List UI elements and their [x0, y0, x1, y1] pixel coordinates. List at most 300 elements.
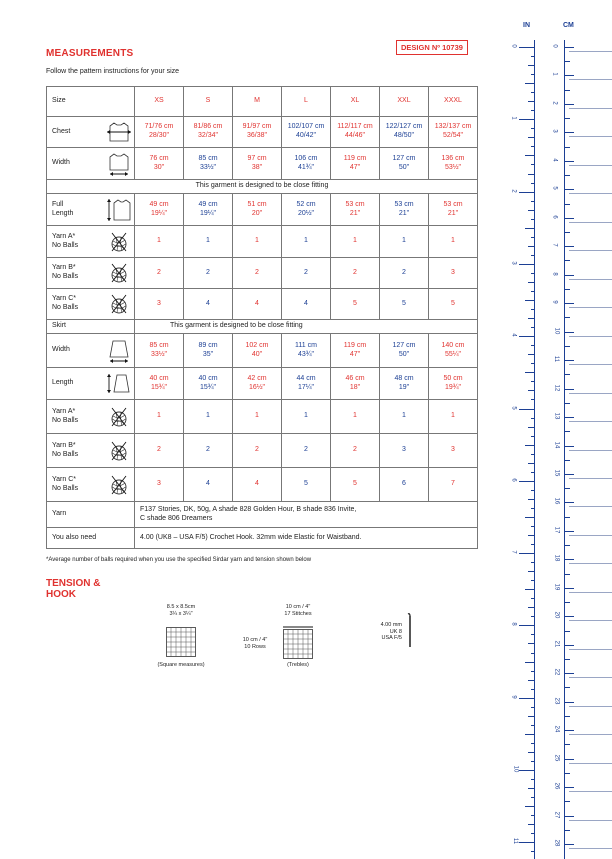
- hook-sizes: 4.00 mm UK 8 USA F/5: [380, 622, 402, 642]
- cm-major-tick: [564, 531, 574, 532]
- yarn-row-label: Yarn: [47, 502, 135, 528]
- size-label: Size: [47, 87, 105, 117]
- inch-minor-tick: [528, 390, 534, 391]
- ruled-guide-line: [569, 450, 612, 451]
- inch-number: 6: [510, 478, 517, 482]
- ball-count: 3: [380, 434, 429, 468]
- inch-minor-tick: [531, 255, 534, 256]
- ball-count: 5: [380, 289, 429, 320]
- ball-count: 5: [429, 289, 478, 320]
- cm-major-tick: [564, 474, 574, 475]
- cm-number: 5: [551, 186, 558, 190]
- chest-cell: 102/107 cm 40/42": [282, 117, 331, 148]
- rows-measure: 10 cm / 4" 10 Rows: [242, 637, 268, 650]
- cm-number: 17: [553, 526, 560, 534]
- yarn-label: Yarn B* No Balls: [47, 258, 105, 289]
- ball-count: 2: [233, 434, 282, 468]
- measuring-ruler: [497, 0, 612, 859]
- yarn-ball-icon: [105, 400, 135, 434]
- ruled-guide-line: [569, 136, 612, 137]
- inch-minor-tick: [531, 309, 534, 310]
- skirt-length-cell: 40 cm 15¾": [135, 368, 184, 400]
- inch-minor-tick: [525, 300, 534, 301]
- ball-count: 3: [135, 289, 184, 320]
- stitch-grid-icon: [282, 625, 314, 659]
- inch-minor-tick: [531, 454, 534, 455]
- cm-number: 9: [551, 300, 558, 304]
- inch-minor-tick: [531, 671, 534, 672]
- ruled-guide-line: [569, 592, 612, 593]
- square-caption: (Square measures): [157, 662, 205, 668]
- inch-minor-tick: [528, 318, 534, 319]
- inch-major-tick: [519, 409, 534, 410]
- cm-half-tick: [564, 232, 570, 233]
- stitches-measure: 10 cm / 4" 17 Stitches: [284, 604, 312, 617]
- inch-number: 10: [512, 765, 519, 773]
- inch-number: 0: [510, 44, 517, 48]
- cm-number: 27: [553, 811, 560, 818]
- full-length-cell: 49 cm 19¼": [184, 194, 233, 226]
- inch-minor-tick: [531, 110, 534, 111]
- inch-minor-tick: [528, 535, 534, 536]
- skirt-length-cell: 50 cm 19¾": [429, 368, 478, 400]
- skirt-width-cell: 119 cm 47": [331, 334, 380, 368]
- chest-cell: 112/117 cm 44/46": [331, 117, 380, 148]
- inch-minor-tick: [531, 616, 534, 617]
- width-cell: 136 cm 53½": [429, 148, 478, 180]
- inch-minor-tick: [525, 155, 534, 156]
- inch-minor-tick: [531, 833, 534, 834]
- ruled-guide-line: [569, 791, 612, 792]
- inch-minor-tick: [528, 643, 534, 644]
- full-length-label: Full Length: [47, 194, 105, 226]
- inch-minor-tick: [525, 662, 534, 663]
- measurements-table: [46, 86, 478, 549]
- ruled-guide-line: [569, 79, 612, 80]
- width-cell: 127 cm 50": [380, 148, 429, 180]
- inch-minor-tick: [531, 851, 534, 852]
- inch-major-tick: [519, 842, 534, 843]
- cm-number: 28: [553, 839, 560, 847]
- inch-number: 9: [510, 695, 517, 699]
- inch-minor-tick: [531, 92, 534, 93]
- cm-number: 19: [553, 583, 560, 591]
- yarn-ball-icon: [105, 258, 135, 289]
- ball-count: 7: [429, 468, 478, 502]
- cm-half-tick: [564, 517, 570, 518]
- size-l: L: [282, 87, 331, 117]
- ball-count: 4: [184, 289, 233, 320]
- cm-half-tick: [564, 801, 570, 802]
- width-garment-icon: [105, 148, 135, 180]
- inch-minor-tick: [528, 680, 534, 681]
- cm-major-tick: [564, 759, 574, 760]
- full-length-cell: 53 cm 21": [331, 194, 380, 226]
- ruled-guide-line: [569, 250, 612, 251]
- width-label: Width: [47, 148, 105, 180]
- cm-number: 1: [551, 72, 558, 77]
- ball-count: 4: [282, 289, 331, 320]
- cm-number: 0: [551, 44, 558, 48]
- close-fitting-note: This garment is designed to be close fitting: [47, 180, 478, 194]
- stitch-caption: (Trebles): [287, 662, 309, 668]
- ball-count: 1: [233, 400, 282, 434]
- ruled-guide-line: [569, 364, 612, 365]
- inch-minor-tick: [531, 761, 534, 762]
- ball-count: 1: [282, 400, 331, 434]
- inch-minor-tick: [531, 183, 534, 184]
- ruled-guide-line: [569, 563, 612, 564]
- full-length-row: [47, 194, 478, 226]
- inch-minor-tick: [525, 83, 534, 84]
- ruled-guide-line: [569, 279, 612, 280]
- inch-minor-tick: [531, 418, 534, 419]
- inch-minor-tick: [525, 517, 534, 518]
- cm-half-tick: [564, 744, 570, 745]
- cm-number: 11: [553, 355, 560, 363]
- inch-number: 11: [512, 838, 519, 845]
- ball-count: 1: [331, 400, 380, 434]
- chest-row: [47, 117, 478, 148]
- ball-count: 2: [282, 258, 331, 289]
- inch-minor-tick: [531, 526, 534, 527]
- inch-minor-tick: [528, 210, 534, 211]
- ball-count: 5: [331, 468, 380, 502]
- chest-cell: 91/97 cm 36/38": [233, 117, 282, 148]
- cm-half-tick: [564, 659, 570, 660]
- inch-minor-tick: [528, 752, 534, 753]
- inch-major-tick: [519, 336, 534, 337]
- cm-major-tick: [564, 702, 574, 703]
- cm-number: 22: [553, 668, 560, 676]
- inch-scale-line: [534, 40, 535, 859]
- cm-major-tick: [564, 502, 574, 503]
- inch-minor-tick: [531, 219, 534, 220]
- cm-half-tick: [564, 317, 570, 318]
- ruled-guide-line: [569, 506, 612, 507]
- cm-major-tick: [564, 75, 574, 76]
- width-cell: 85 cm 33½": [184, 148, 233, 180]
- inch-minor-tick: [528, 716, 534, 717]
- cm-major-tick: [564, 132, 574, 133]
- inch-minor-tick: [528, 174, 534, 175]
- inch-minor-tick: [528, 282, 534, 283]
- ball-count: 3: [429, 258, 478, 289]
- ball-count: 1: [184, 226, 233, 258]
- skirt-length-icon: [105, 368, 135, 400]
- inch-minor-tick: [531, 237, 534, 238]
- chest-label: Chest: [47, 117, 105, 148]
- cm-half-tick: [564, 374, 570, 375]
- inch-minor-tick: [531, 74, 534, 75]
- cm-number: 13: [553, 412, 560, 420]
- cm-half-tick: [564, 346, 570, 347]
- inch-minor-tick: [528, 571, 534, 572]
- inch-minor-tick: [525, 734, 534, 735]
- cm-major-tick: [564, 616, 574, 617]
- cm-major-tick: [564, 47, 574, 48]
- close-fitting-row: [47, 180, 478, 194]
- cm-number: 23: [553, 697, 560, 705]
- inch-major-tick: [519, 481, 534, 482]
- cm-major-tick: [564, 275, 574, 276]
- inch-minor-tick: [528, 499, 534, 500]
- cm-half-tick: [564, 204, 570, 205]
- cm-half-tick: [564, 716, 570, 717]
- skirt-width-cell: 102 cm 40": [233, 334, 282, 368]
- inch-minor-tick: [528, 824, 534, 825]
- also-need-label: You also need: [47, 528, 135, 549]
- inch-minor-tick: [531, 128, 534, 129]
- cm-number: 26: [553, 782, 560, 790]
- full-length-cell: 52 cm 20½": [282, 194, 331, 226]
- ball-count: 2: [331, 258, 380, 289]
- inch-minor-tick: [531, 508, 534, 509]
- inch-number: 1: [510, 116, 517, 120]
- yarn-label: Yarn A* No Balls: [47, 226, 105, 258]
- size-s: S: [184, 87, 233, 117]
- inch-minor-tick: [531, 653, 534, 654]
- size-row: [47, 87, 478, 117]
- skirt-length-label: Length: [47, 368, 105, 400]
- size-instructions: Follow the pattern instructions for your size: [46, 68, 180, 75]
- inch-minor-tick: [531, 56, 534, 57]
- cm-major-tick: [564, 446, 574, 447]
- ruled-guide-line: [569, 421, 612, 422]
- ball-count: 4: [184, 468, 233, 502]
- yarn-ball-icon: [105, 289, 135, 320]
- ball-count: 1: [380, 400, 429, 434]
- inch-minor-tick: [531, 743, 534, 744]
- cm-half-tick: [564, 289, 570, 290]
- skirt-width-cell: 140 cm 55¼": [429, 334, 478, 368]
- inch-scale-label: IN: [523, 22, 530, 29]
- inch-minor-tick: [528, 246, 534, 247]
- cm-half-tick: [564, 602, 570, 603]
- ruled-guide-line: [569, 108, 612, 109]
- yarn-label: Yarn C* No Balls: [47, 289, 105, 320]
- inch-minor-tick: [531, 201, 534, 202]
- ball-count: 2: [184, 258, 233, 289]
- skirt-width-cell: 111 cm 43¾": [282, 334, 331, 368]
- ruled-guide-line: [569, 51, 612, 52]
- size-xl: XL: [331, 87, 380, 117]
- inch-minor-tick: [528, 137, 534, 138]
- cm-major-tick: [564, 332, 574, 333]
- cm-major-tick: [564, 360, 574, 361]
- yarn-row: [47, 502, 478, 528]
- inch-minor-tick: [531, 327, 534, 328]
- ruled-guide-line: [569, 165, 612, 166]
- inch-minor-tick: [531, 779, 534, 780]
- chest-cell: 81/86 cm 32/34": [184, 117, 233, 148]
- skirt-length-cell: 46 cm 18": [331, 368, 380, 400]
- inch-minor-tick: [531, 472, 534, 473]
- cm-number: 8: [551, 272, 558, 276]
- ruled-guide-line: [569, 820, 612, 821]
- cm-half-tick: [564, 90, 570, 91]
- ruled-guide-line: [569, 620, 612, 621]
- inch-number: 5: [510, 405, 517, 410]
- ruled-guide-line: [569, 478, 612, 479]
- skirt-length-cell: 40 cm 15¾": [184, 368, 233, 400]
- cm-half-tick: [564, 260, 570, 261]
- length-garment-icon: [105, 194, 135, 226]
- cm-number: 6: [551, 215, 558, 219]
- inch-minor-tick: [531, 815, 534, 816]
- cm-half-tick: [564, 403, 570, 404]
- inch-minor-tick: [531, 598, 534, 599]
- size-xxl: XXL: [380, 87, 429, 117]
- ruled-guide-line: [569, 848, 612, 849]
- ruled-guide-line: [569, 193, 612, 194]
- ball-count: 2: [380, 258, 429, 289]
- ball-count: 2: [184, 434, 233, 468]
- ball-count: 5: [282, 468, 331, 502]
- cm-half-tick: [564, 545, 570, 546]
- yarn-ball-icon: [105, 468, 135, 502]
- inch-minor-tick: [531, 544, 534, 545]
- inch-minor-tick: [531, 580, 534, 581]
- cm-major-tick: [564, 303, 574, 304]
- inch-minor-tick: [531, 707, 534, 708]
- width-cell: 97 cm 38": [233, 148, 282, 180]
- ball-count: 1: [331, 226, 380, 258]
- cm-half-tick: [564, 61, 570, 62]
- inch-minor-tick: [528, 427, 534, 428]
- ball-count: 1: [135, 400, 184, 434]
- inch-minor-tick: [531, 363, 534, 364]
- cm-number: 10: [553, 327, 560, 334]
- yarn-label: Yarn A* No Balls: [47, 400, 105, 434]
- cm-half-tick: [564, 574, 570, 575]
- inch-minor-tick: [528, 65, 534, 66]
- ball-count: 1: [429, 400, 478, 434]
- inch-minor-tick: [531, 490, 534, 491]
- cm-half-tick: [564, 830, 570, 831]
- inch-major-tick: [519, 119, 534, 120]
- inch-minor-tick: [525, 445, 534, 446]
- chest-cell: 132/137 cm 52/54": [429, 117, 478, 148]
- cm-number: 3: [551, 129, 558, 134]
- cm-half-tick: [564, 431, 570, 432]
- ruled-guide-line: [569, 734, 612, 735]
- cm-major-tick: [564, 816, 574, 817]
- ruled-guide-line: [569, 393, 612, 394]
- cm-major-tick: [564, 104, 574, 105]
- design-number-badge: DESIGN Nº 10739: [396, 40, 468, 55]
- ball-count: 6: [380, 468, 429, 502]
- cm-major-tick: [564, 161, 574, 162]
- ruled-guide-line: [569, 706, 612, 707]
- inch-minor-tick: [531, 381, 534, 382]
- inch-minor-tick: [531, 725, 534, 726]
- full-length-cell: 53 cm 21": [429, 194, 478, 226]
- inch-minor-tick: [525, 372, 534, 373]
- cm-number: 12: [553, 384, 560, 391]
- skirt-label: Skirt: [47, 320, 135, 334]
- cm-half-tick: [564, 175, 570, 176]
- skirt-length-cell: 48 cm 19": [380, 368, 429, 400]
- ball-count: 1: [233, 226, 282, 258]
- cm-number: 14: [553, 441, 560, 448]
- inch-number: 7: [510, 550, 517, 554]
- balls-footnote: *Average number of balls required when you use the specified Sirdar yarn and tension shown below: [46, 557, 312, 563]
- cm-major-tick: [564, 787, 574, 788]
- skirt-width-cell: 85 cm 33½": [135, 334, 184, 368]
- cm-number: 24: [553, 725, 560, 733]
- width-cell: 106 cm 41¾": [282, 148, 331, 180]
- size-m: M: [233, 87, 282, 117]
- cm-number: 7: [551, 243, 558, 247]
- inch-minor-tick: [531, 634, 534, 635]
- cm-number: 25: [553, 754, 560, 761]
- cm-number: 16: [553, 498, 560, 505]
- measurements-heading: MEASUREMENTS: [46, 48, 134, 59]
- ball-count: 1: [380, 226, 429, 258]
- inch-minor-tick: [528, 101, 534, 102]
- inch-minor-tick: [525, 589, 534, 590]
- cm-major-tick: [564, 189, 574, 190]
- square-grid-icon: [166, 627, 196, 657]
- inch-number: 2: [510, 188, 517, 193]
- cm-major-tick: [564, 730, 574, 731]
- cm-half-tick: [564, 631, 570, 632]
- inch-minor-tick: [531, 146, 534, 147]
- cm-major-tick: [564, 588, 574, 589]
- inch-minor-tick: [531, 291, 534, 292]
- cm-major-tick: [564, 246, 574, 247]
- cm-number: 20: [553, 611, 560, 619]
- cm-major-tick: [564, 417, 574, 418]
- skirt-length-cell: 42 cm 16½": [233, 368, 282, 400]
- ball-count: 3: [135, 468, 184, 502]
- inch-minor-tick: [531, 345, 534, 346]
- skirt-width-icon: [105, 334, 135, 368]
- skirt-length-cell: 44 cm 17¼": [282, 368, 331, 400]
- inch-major-tick: [519, 192, 534, 193]
- ball-count: 2: [233, 258, 282, 289]
- ball-count: 1: [429, 226, 478, 258]
- yarn-label: Yarn B* No Balls: [47, 434, 105, 468]
- inch-major-tick: [519, 264, 534, 265]
- chest-cell: 122/127 cm 48/50": [380, 117, 429, 148]
- width-cell: 119 cm 47": [331, 148, 380, 180]
- cm-number: 2: [551, 101, 558, 105]
- full-length-cell: 53 cm 21": [380, 194, 429, 226]
- ruled-guide-line: [569, 649, 612, 650]
- yarn-label: Yarn C* No Balls: [47, 468, 105, 502]
- cm-number: 21: [553, 640, 560, 648]
- cm-half-tick: [564, 687, 570, 688]
- skirt-width-row: [47, 334, 478, 368]
- also-need-description: 4.00 (UK8 – USA F/5) Crochet Hook. 32mm wide Elastic for Waistband.: [135, 528, 478, 549]
- yarn-ball-icon: [105, 226, 135, 258]
- chest-garment-icon: [105, 117, 135, 148]
- width-row: [47, 148, 478, 180]
- cm-major-tick: [564, 218, 574, 219]
- ruled-guide-line: [569, 222, 612, 223]
- inch-minor-tick: [528, 354, 534, 355]
- skirt-yarn-a-row: [47, 400, 478, 434]
- cm-scale-line: [564, 40, 565, 859]
- top-yarn-c-row: [47, 289, 478, 320]
- cm-major-tick: [564, 389, 574, 390]
- cm-major-tick: [564, 559, 574, 560]
- also-need-row: [47, 528, 478, 549]
- inch-minor-tick: [531, 797, 534, 798]
- inch-number: 3: [510, 261, 517, 265]
